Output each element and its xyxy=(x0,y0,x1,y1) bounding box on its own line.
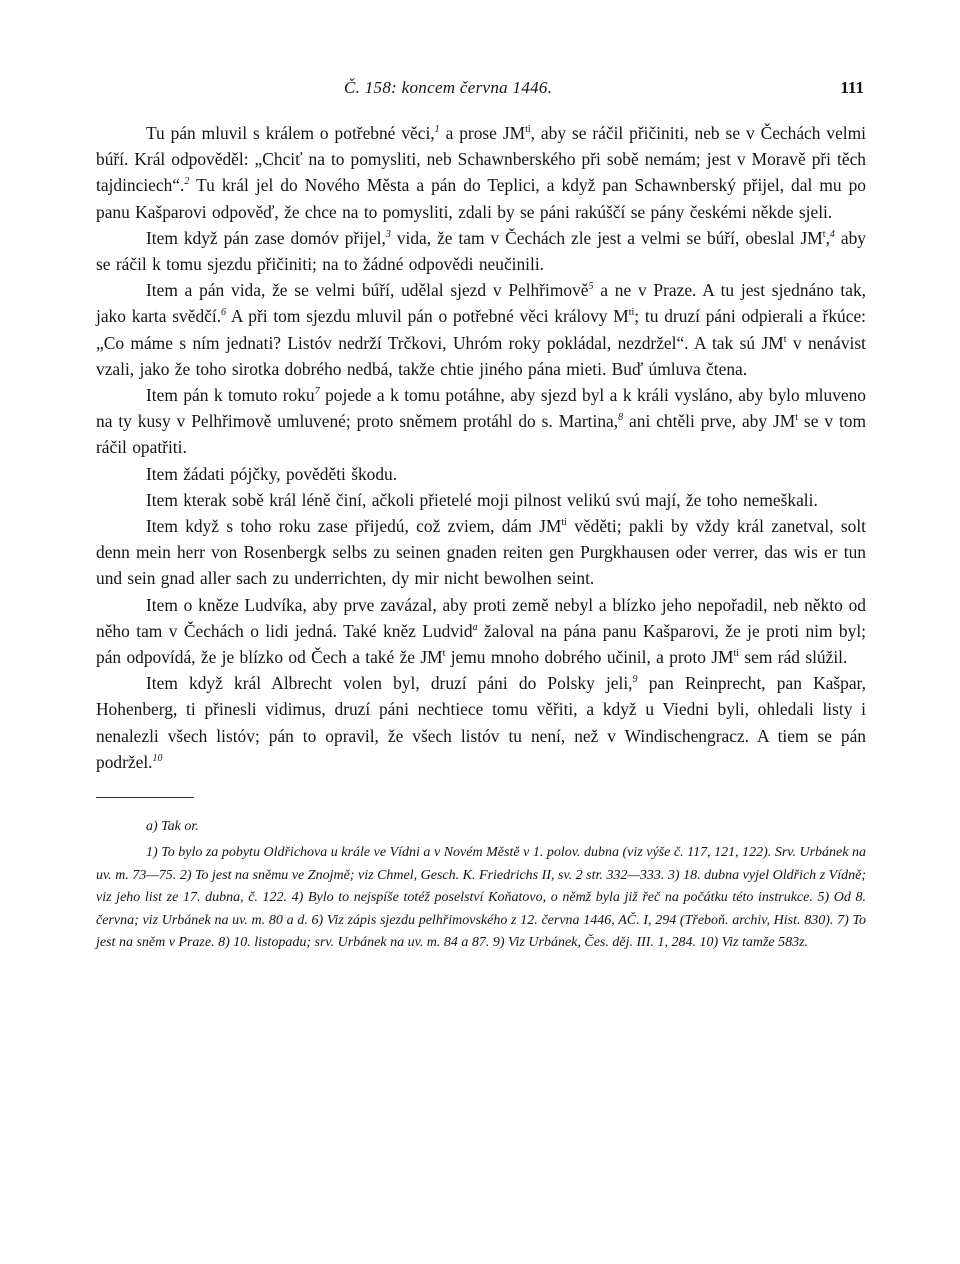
footnote-ref: 6 xyxy=(221,307,227,319)
text-run: žaloval na pána panu Kašparovi, že je proti nim byl; pán odpovídá, že je blízko od Čech a také že JM xyxy=(96,620,866,668)
text-run: Item o kněze Ludvíka, aby prve zavázal, aby proti země nebyl a blízko jeho nepořadil, neb někto od něho tam v Čechách o lidi jedná. Také kněz Ludvid xyxy=(96,594,866,641)
text-run: ani chtěli prve, aby JM xyxy=(623,411,796,432)
text-run: , xyxy=(825,227,830,248)
paragraph-2 xyxy=(96,225,866,277)
text-run: Item a pán vida, že se velmi búří, udělal sjezd v Pelhřimově xyxy=(146,280,589,301)
abbreviation-superscript: t xyxy=(795,412,798,424)
text-run: Item když král Albrecht volen byl, druzí páni do Polsky jeli, xyxy=(146,673,633,694)
text-run: a ne v Praze. A tu jest sjednáno tak, jako karta svědčí. xyxy=(96,280,866,327)
paragraph-7 xyxy=(96,513,866,592)
abbreviation-superscript: ti xyxy=(525,124,531,136)
textual-note-ref: a xyxy=(472,622,478,634)
footnote-ref: 8 xyxy=(618,412,624,424)
page-number: 111 xyxy=(840,78,864,97)
footnote-ref: 3 xyxy=(385,229,391,241)
text-run: vida, že tam v Čechách zle jest a velmi se búří, obeslal JM xyxy=(390,227,823,248)
text-run: Tu pán mluvil s králem o potřebné věci, xyxy=(146,123,435,143)
text-run: pojede a k tomu potáhne, aby sjezd byl a k králi vysláno, aby bylo mluveno na ty kusy v Pelhřimově umluvené; proto sněmem protáhl do s. Martina, xyxy=(96,385,867,432)
footnote-ref: 1 xyxy=(434,124,440,136)
text-run: ; tu druzí páni odpierali a řkúce: „Co máme s ním jednati? Listóv nedrží Trčkovi, Uhróm roky pokládal, nezdržel“. A tak sú JM xyxy=(96,306,866,353)
footnote-separator xyxy=(96,797,194,798)
text-run: sem rád slúžil. xyxy=(739,647,848,668)
abbreviation-superscript: t xyxy=(822,229,826,241)
abbreviation-superscript: ti xyxy=(561,517,567,529)
abbreviation-superscript: ti xyxy=(628,307,635,319)
text-run: v nenávist vzali, jako že toho sirotka dobrého nedbá, takže chtie jiného pána mieti. Buď úmluva čtena. xyxy=(96,332,866,379)
text-run: pan Reinprecht, pan Kašpar, Hohenberg, ti přinesli vidimus, druzí páni nechtiece tomu věřiti, a když u Viedni byli, ohledali listy i nenalezli všech listóv; pán to opravil, že všech listóv tu není, než v Windischengracz. A tiem se pán podržel. xyxy=(96,673,866,772)
footnote-ref: 9 xyxy=(632,674,638,686)
text-run: A při tom sjezdu mluvil pán o potřebné věci královy M xyxy=(226,306,629,327)
footnote-ref: 4 xyxy=(829,229,835,241)
book-page xyxy=(96,72,866,955)
text-run: Item když pán zase domóv přijel, xyxy=(146,227,386,248)
text-run: jemu mnoho dobrého učinil, a proto JM xyxy=(445,647,734,668)
paragraph-3 xyxy=(96,277,866,382)
paragraph-8 xyxy=(96,592,866,671)
page-header xyxy=(96,72,866,104)
footnote-ref: 5 xyxy=(588,281,594,293)
footnotes xyxy=(96,816,866,954)
historical-footnotes: 1) To bylo za pobytu Oldřichova u krále ve Vídni a v Novém Městě v 1. polov. dubna (viz výše č. 117, 121, 122). Srv. Urbánek na uv. m. 73—75. 2) To jest na sněmu ve Znojmě; viz Chmel, Gesch. K. Friedrichs II, sv. 2 str. 332—333. 3) 18. dubna vyjel Oldřich z Vídně; viz jeho list ze 17. dubna, č. 122. 4) Bylo to nejspíše totéž poselství Koňatovo, o němž byla již řeč na počátku této instrukce. 5) Od 8. června; viz Urbánek na uv. m. 80 a d. 6) Viz zápis sjezdu pelhřimovského z 12. června 1446, AČ. I, 294 (Třeboň. archiv, Hist. 830). 7) To jest na sněm v Praze. 8) 10. listopadu; srv. Urbánek na uv. m. 84 a 87. 9) Viz Urbánek, Čes. děj. III. 1, 284. 10) Viz tamže 583z. xyxy=(96,845,866,951)
running-head: Č. 158: koncem června 1446. xyxy=(344,78,553,97)
text-run: , aby se ráčil přičiniti, neb se v Čechách velmi búří. Král odpověděl: „Chciť na to pomysliti, neb Schawnberského při sobě nemám; jest v Moravě při těch tajdinciech“. xyxy=(96,123,866,196)
text-run: věděti; pakli by vždy král zanetval, solt denn mein herr von Rosenbergk selbs zu seinen gnaden reiten gen Purgkhausen oder verrer, das wis er tun und sein gnad aller sach zu underrichten, dy mir nicht bewolhen seint. xyxy=(96,516,867,589)
text-run: aby se ráčil k tomu sjezdu přičiniti; na to žádné odpovědi neučinili. xyxy=(96,227,866,275)
main-text xyxy=(96,120,866,775)
paragraph-5: Item žádati pójčky, pověděti škodu. xyxy=(146,463,398,484)
text-run: Item pán k tomuto roku xyxy=(146,385,315,406)
paragraph-1 xyxy=(96,120,866,225)
text-run: a prose JM xyxy=(439,123,526,143)
text-run: se v tom ráčil opatřiti. xyxy=(96,411,867,458)
textual-note: a) Tak or. xyxy=(146,819,199,835)
footnote-ref: 7 xyxy=(314,386,320,398)
footnote-ref: 10 xyxy=(152,753,163,765)
text-run: Item když s toho roku zase přijedú, což zviem, dám JM xyxy=(146,516,562,537)
paragraph-6: Item kterak sobě král léně činí, ačkoli přietelé moji pilnost velikú svú mají, že toho nemeškali. xyxy=(146,489,818,510)
abbreviation-superscript: t xyxy=(442,648,446,660)
abbreviation-superscript: ti xyxy=(733,648,740,660)
text-run: Tu král jel do Nového Města a pán do Teplici, a když pan Schawnberský přijel, dal mu po panu Kašparovi odpověď, že chce na to pomysliti, zdali by se páni rakúščí se pány českémi někde sjeli. xyxy=(96,175,866,222)
paragraph-4 xyxy=(96,382,866,461)
footnote-ref: 2 xyxy=(184,176,190,188)
paragraph-9 xyxy=(96,670,866,775)
abbreviation-superscript: t xyxy=(783,333,787,345)
